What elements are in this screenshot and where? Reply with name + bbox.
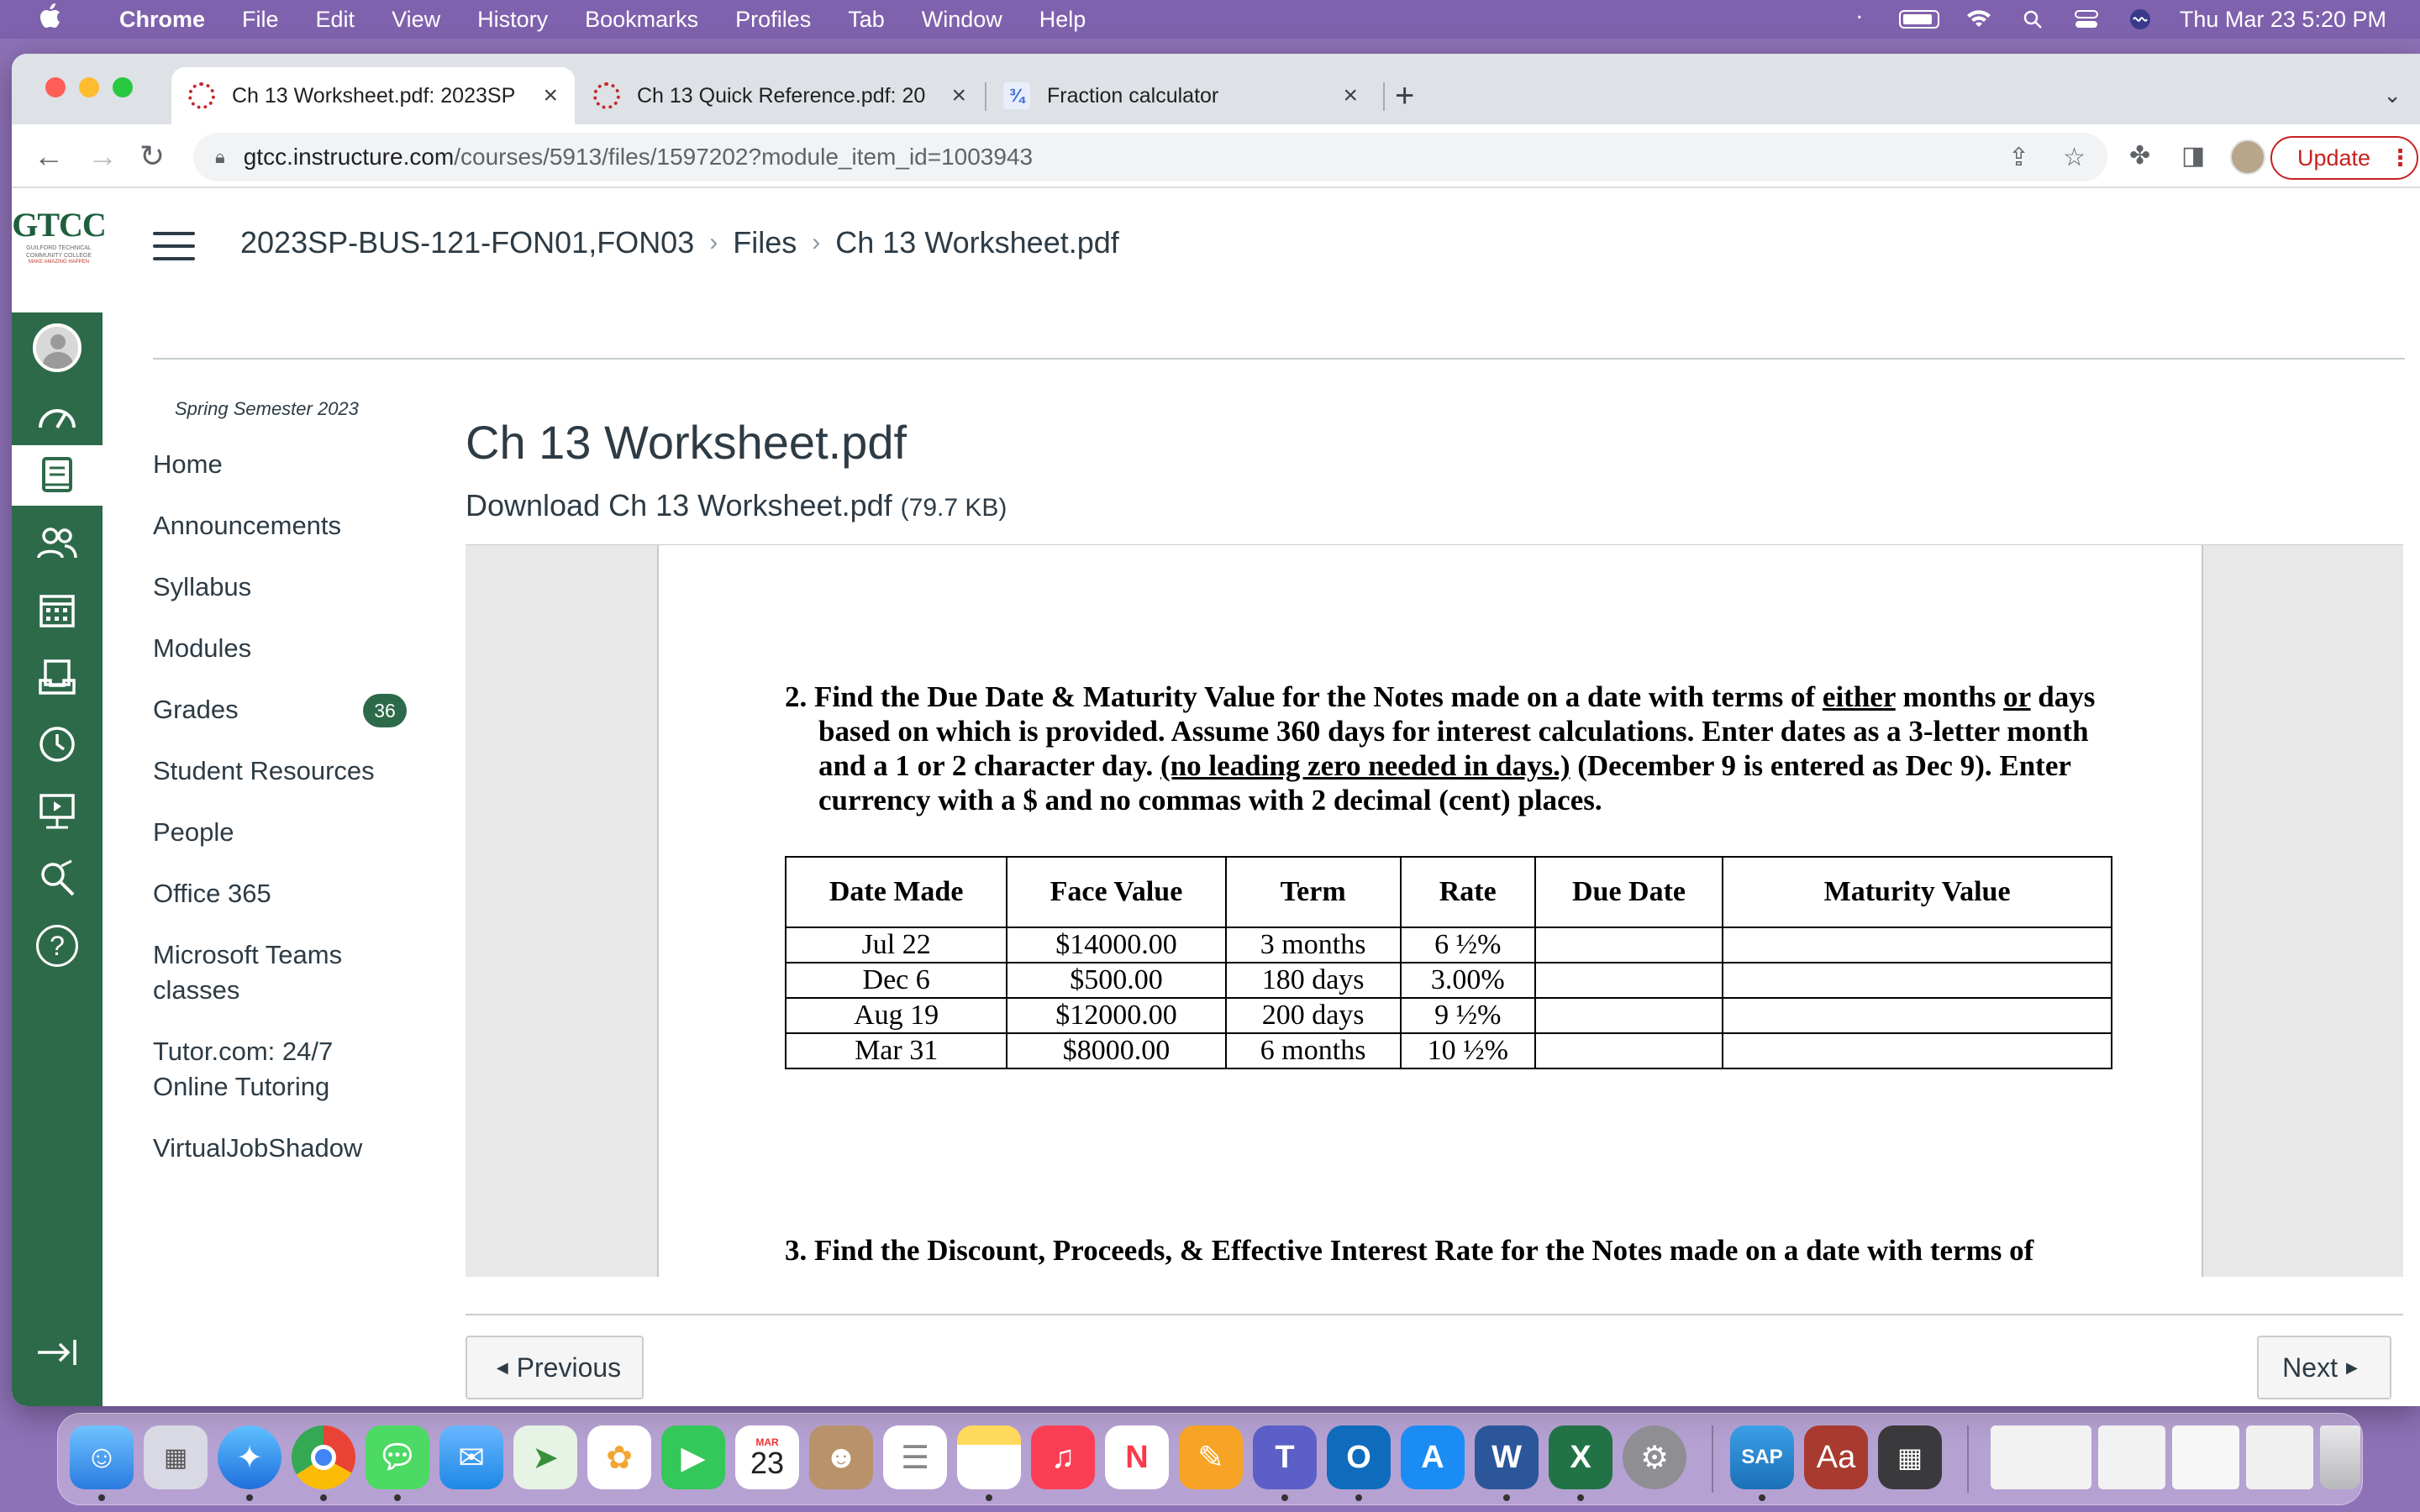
battery-icon[interactable] xyxy=(1899,10,1939,29)
running-indicator xyxy=(1355,1494,1362,1501)
table-header-row xyxy=(786,857,2112,927)
profile-avatar[interactable] xyxy=(2230,139,2265,175)
course-nav-grades[interactable] xyxy=(153,692,422,727)
header-date-made: Date Made xyxy=(786,857,1007,927)
cell-rate: 6 ½% xyxy=(1401,927,1535,963)
course-nav-people[interactable] xyxy=(153,815,422,850)
course-nav-label[interactable]: People xyxy=(153,817,234,847)
global-navigation xyxy=(12,312,103,1406)
trash-icon[interactable] xyxy=(2320,1425,2360,1489)
minimized-window-thumbnail[interactable] xyxy=(1991,1425,2091,1489)
studio-video-icon xyxy=(38,792,76,831)
breadcrumb-files[interactable]: Files xyxy=(733,225,797,260)
fraction-calculator-favicon-icon: ¾ xyxy=(1003,82,1030,109)
breadcrumb-chevron-icon: › xyxy=(812,228,821,256)
mail-icon[interactable]: ✉ xyxy=(439,1425,503,1489)
minimized-window-thumbnail[interactable] xyxy=(2172,1425,2239,1489)
forward-arrow-icon[interactable]: → xyxy=(87,139,118,173)
question-3-text: 3. Find the Discount, Proceeds, & Effective Interest Rate for the Notes made on a date with terms of xyxy=(785,1234,2034,1267)
help-question-icon: ? xyxy=(36,925,78,967)
tab-strip xyxy=(12,54,2420,124)
menu-profiles[interactable]: Profiles xyxy=(735,6,812,32)
url-path: /courses/5913/files/1597202?module_item_id=1003943 xyxy=(454,144,1034,170)
pdf-viewer[interactable] xyxy=(466,544,2403,1277)
groups-people-icon xyxy=(36,526,78,559)
footer-divider xyxy=(466,1314,2403,1315)
inbox-icon xyxy=(38,659,76,696)
extensions-puzzle-icon[interactable]: ✤ xyxy=(2129,142,2151,170)
cell-maturity-value xyxy=(1723,1033,2112,1068)
q2-no-leading-zero: (no leading zero needed in days.) xyxy=(1160,749,1570,782)
global-nav-groups[interactable] xyxy=(12,512,103,573)
course-navigation xyxy=(153,398,422,1192)
pdf-page xyxy=(657,545,2203,1277)
cell-date-made: Jul 22 xyxy=(786,927,1007,963)
course-nav-label[interactable]: Grades xyxy=(153,695,239,724)
course-nav-label[interactable]: Announcements xyxy=(153,511,342,540)
messages-icon[interactable]: 💬︎ xyxy=(366,1425,429,1489)
running-indicator xyxy=(394,1494,401,1501)
course-nav-label[interactable]: Student Resources xyxy=(153,756,375,785)
apple-menu-icon[interactable] xyxy=(25,3,76,35)
launchpad-icon[interactable]: ▦ xyxy=(144,1425,208,1489)
system-preferences-icon[interactable]: ⚙ xyxy=(1623,1425,1686,1489)
next-label: Next xyxy=(2282,1352,2338,1383)
calendar-day: 23 xyxy=(750,1446,785,1480)
calendar-app-icon[interactable] xyxy=(735,1425,799,1489)
term-label: Spring Semester 2023 xyxy=(175,398,359,419)
pages-icon[interactable]: ✎ xyxy=(1179,1425,1243,1489)
dock-separator xyxy=(1967,1425,1969,1493)
course-nav-label[interactable]: Office 365 xyxy=(153,879,271,908)
menu-file[interactable]: File xyxy=(242,6,279,32)
download-link[interactable] xyxy=(466,488,2407,523)
table-row xyxy=(786,927,2112,963)
minimize-window-button[interactable] xyxy=(79,77,99,97)
cell-maturity-value xyxy=(1723,963,2112,998)
header-rate: Rate xyxy=(1401,857,1535,927)
q2-lead: Find the Due Date & Maturity Value for the Notes made on a date with terms of xyxy=(814,680,1823,713)
running-indicator xyxy=(320,1494,327,1501)
cell-date-made: Dec 6 xyxy=(786,963,1007,998)
commons-search-icon xyxy=(36,858,78,900)
caret-right-icon: ▶ xyxy=(2345,1358,2358,1376)
cell-due-date xyxy=(1535,963,1723,998)
cell-due-date xyxy=(1535,1033,1723,1068)
safari-icon[interactable]: ✦ xyxy=(218,1425,281,1489)
lock-icon[interactable]: 🔒︎ xyxy=(215,146,225,167)
menu-help[interactable]: Help xyxy=(1039,6,1086,32)
contacts-icon[interactable]: ☻ xyxy=(809,1425,873,1489)
breadcrumb-current-file: Ch 13 Worksheet.pdf xyxy=(835,225,1119,260)
news-icon[interactable]: N xyxy=(1105,1425,1169,1489)
menu-app-chrome[interactable]: Chrome xyxy=(119,6,206,32)
siri-icon[interactable] xyxy=(2126,8,2154,30)
cell-term: 6 months xyxy=(1226,1033,1401,1068)
header-term: Term xyxy=(1226,857,1401,927)
control-center-icon[interactable] xyxy=(2072,8,2101,30)
chrome-icon[interactable] xyxy=(292,1425,355,1489)
bluetooth-icon[interactable]: ᛫ xyxy=(1853,8,1866,30)
running-indicator xyxy=(1503,1494,1510,1501)
table-row xyxy=(786,1033,2112,1068)
side-panel-icon[interactable]: ◨ xyxy=(2181,142,2206,170)
dashboard-gauge-icon xyxy=(36,398,78,432)
running-indicator xyxy=(986,1494,992,1501)
menu-view[interactable]: View xyxy=(392,6,441,32)
running-indicator xyxy=(1281,1494,1288,1501)
photos-icon[interactable]: ✿ xyxy=(587,1425,651,1489)
collapse-nav-arrow-icon xyxy=(36,1338,78,1367)
chrome-window xyxy=(12,54,2420,1406)
menu-window[interactable]: Window xyxy=(921,6,1002,32)
course-nav-label[interactable]: Modules xyxy=(153,633,252,663)
macos-dock xyxy=(57,1413,2363,1505)
excel-icon[interactable]: X xyxy=(1549,1425,1612,1489)
minimized-window-thumbnail[interactable] xyxy=(2098,1425,2165,1489)
running-indicator xyxy=(1577,1494,1584,1501)
header-due-date: Due Date xyxy=(1535,857,1723,927)
cell-face-value: $500.00 xyxy=(1007,963,1225,998)
calendar-month: MAR xyxy=(755,1436,779,1448)
course-nav-label[interactable]: VirtualJobShadow xyxy=(153,1133,363,1163)
course-nav-home[interactable] xyxy=(153,447,422,482)
global-nav-dashboard[interactable] xyxy=(12,385,103,445)
cell-term: 200 days xyxy=(1226,998,1401,1033)
cell-rate: 3.00% xyxy=(1401,963,1535,998)
previous-label: Previous xyxy=(516,1352,622,1383)
global-nav-studio[interactable] xyxy=(12,781,103,842)
page-title: Ch 13 Worksheet.pdf xyxy=(466,416,908,469)
reload-icon[interactable]: ↻ xyxy=(139,139,166,173)
cell-date-made: Mar 31 xyxy=(786,1033,1007,1068)
global-nav-history[interactable] xyxy=(12,714,103,774)
close-window-button[interactable] xyxy=(45,77,66,97)
spotlight-search-icon[interactable] xyxy=(2018,8,2047,30)
course-nav-syllabus[interactable] xyxy=(153,570,422,605)
music-icon[interactable]: ♫ xyxy=(1031,1425,1095,1489)
reminders-icon[interactable]: ☰ xyxy=(883,1425,947,1489)
tab-title: Ch 13 Worksheet.pdf: 2023SP xyxy=(232,83,516,108)
global-nav-collapse[interactable] xyxy=(12,1322,103,1383)
global-nav-courses[interactable] xyxy=(12,445,103,506)
canvas-favicon-icon xyxy=(593,82,620,109)
cell-rate: 10 ½% xyxy=(1401,1033,1535,1068)
back-arrow-icon[interactable]: ← xyxy=(34,139,64,173)
grades-count-badge: 36 xyxy=(363,694,407,727)
running-indicator xyxy=(98,1494,105,1501)
gtcc-logo[interactable] xyxy=(12,205,106,281)
update-label: Update xyxy=(2297,144,2371,171)
new-tab-button[interactable]: + xyxy=(1395,77,1415,114)
q2-or: or xyxy=(2003,680,2031,713)
cell-term: 3 months xyxy=(1226,927,1401,963)
calendar-icon xyxy=(39,591,76,628)
bookmark-star-icon[interactable]: ☆ xyxy=(2063,143,2086,171)
breadcrumb-course[interactable]: 2023SP-BUS-121-FON01,FON03 xyxy=(240,225,695,260)
cell-due-date xyxy=(1535,927,1723,963)
cell-maturity-value xyxy=(1723,927,2112,963)
minimized-window-thumbnail[interactable] xyxy=(2246,1425,2313,1489)
cell-due-date xyxy=(1535,998,1723,1033)
dock-separator xyxy=(1712,1425,1713,1493)
course-nav-label[interactable]: Home xyxy=(153,449,223,479)
course-nav-tutor-com[interactable] xyxy=(153,1034,363,1105)
table-row xyxy=(786,998,2112,1033)
header-maturity-value: Maturity Value xyxy=(1723,857,2112,927)
tab-title: Fraction calculator xyxy=(1047,83,1219,108)
header-face-value: Face Value xyxy=(1007,857,1225,927)
global-nav-help[interactable] xyxy=(12,916,103,976)
running-indicator xyxy=(246,1494,253,1501)
course-nav-virtualjobshadow[interactable] xyxy=(153,1131,422,1166)
question-2-text xyxy=(785,680,2112,817)
previous-button[interactable] xyxy=(466,1336,644,1399)
course-nav-announcements[interactable] xyxy=(153,508,422,543)
url-host: gtcc.instructure.com xyxy=(243,144,455,170)
maps-icon[interactable]: ➤ xyxy=(513,1425,577,1489)
cell-face-value: $12000.00 xyxy=(1007,998,1225,1033)
menu-edit[interactable]: Edit xyxy=(315,6,355,32)
menu-tab[interactable]: Tab xyxy=(848,6,885,32)
breadcrumb xyxy=(240,225,1119,260)
tab-separator xyxy=(1383,82,1385,111)
facetime-icon[interactable]: ▶ xyxy=(661,1425,725,1489)
download-label[interactable]: Download Ch 13 Worksheet.pdf xyxy=(466,488,892,522)
caret-left-icon: ◀ xyxy=(496,1358,508,1376)
logo-subtitle: GUILFORD TECHNICAL COMMUNITY COLLEGE xyxy=(25,245,92,259)
course-nav-microsoft-teams[interactable] xyxy=(153,937,363,1008)
finder-icon[interactable]: ☺ xyxy=(70,1425,134,1489)
course-menu-hamburger-icon[interactable] xyxy=(153,232,195,270)
tab-search-chevron-icon[interactable]: ⌄ xyxy=(2383,82,2402,108)
tab-title: Ch 13 Quick Reference.pdf: 20 xyxy=(637,83,926,108)
courses-book-icon xyxy=(40,456,74,495)
cell-face-value: $14000.00 xyxy=(1007,927,1225,963)
table-row xyxy=(786,963,2112,998)
cell-maturity-value xyxy=(1723,998,2112,1033)
fullscreen-window-button[interactable] xyxy=(113,77,133,97)
app-store-icon[interactable]: A xyxy=(1401,1425,1465,1489)
course-nav-student-resources[interactable] xyxy=(153,753,422,789)
macos-menu-bar xyxy=(0,0,2420,39)
worksheet-table xyxy=(785,856,2112,1069)
file-content xyxy=(466,415,2407,523)
q2-tail: (December 9 is entered as Dec 9). Enter currency with a $ and no commas with 2 decimal (cent) places. xyxy=(818,749,2071,816)
running-indicator xyxy=(1759,1494,1765,1501)
share-icon[interactable]: ⇪ xyxy=(2007,143,2030,171)
close-tab-icon[interactable]: × xyxy=(1343,81,1358,109)
close-tab-icon[interactable]: × xyxy=(543,81,558,109)
cell-face-value: $8000.00 xyxy=(1007,1033,1225,1068)
more-menu-icon[interactable]: ⋮ xyxy=(2389,144,2412,171)
course-nav-office-365[interactable] xyxy=(153,876,422,911)
word-icon[interactable]: W xyxy=(1475,1425,1539,1489)
logo-wordmark: GTCC xyxy=(12,206,106,244)
canvas-favicon-icon xyxy=(188,82,215,109)
calculator-icon[interactable]: ▦ xyxy=(1878,1425,1942,1489)
menu-bookmarks[interactable]: Bookmarks xyxy=(585,6,699,32)
global-nav-commons[interactable] xyxy=(12,848,103,909)
tab-fraction-calculator[interactable] xyxy=(986,67,1375,124)
course-nav-modules[interactable] xyxy=(153,631,422,666)
update-button[interactable] xyxy=(2270,136,2418,180)
q2-either: either xyxy=(1822,680,1896,713)
q2-months: months xyxy=(1895,680,2004,713)
canvas-page xyxy=(12,188,2420,1406)
address-bar[interactable] xyxy=(193,133,2107,181)
q2-mid: days based on which is provided. Assume 360 days for interest calculations. Enter dates as a 3-letter month and a 1 or 2 character day. xyxy=(818,680,2096,782)
logo-tagline: MAKE AMAZING HAPPEN xyxy=(28,260,89,265)
tab-ch13-worksheet[interactable] xyxy=(171,67,575,124)
outlook-icon[interactable]: O xyxy=(1327,1425,1391,1489)
teams-icon[interactable]: T xyxy=(1253,1425,1317,1489)
close-tab-icon[interactable]: × xyxy=(951,81,966,109)
course-nav-label[interactable]: Microsoft Teams classes xyxy=(153,940,343,1005)
question-number: 2. xyxy=(785,680,808,713)
history-clock-icon xyxy=(38,725,76,764)
dictionary-icon[interactable]: Aa xyxy=(1804,1425,1868,1489)
account-avatar-icon xyxy=(33,323,82,372)
browser-toolbar xyxy=(12,124,2420,188)
cell-rate: 9 ½% xyxy=(1401,998,1535,1033)
tab-ch13-quick-reference[interactable] xyxy=(576,67,983,124)
cell-term: 180 days xyxy=(1226,963,1401,998)
file-size: (79.7 KB) xyxy=(900,494,1007,522)
global-nav-account[interactable] xyxy=(12,318,103,378)
course-nav-label[interactable]: Syllabus xyxy=(153,572,252,601)
global-nav-calendar[interactable] xyxy=(12,580,103,640)
global-nav-inbox[interactable] xyxy=(12,647,103,707)
notes-icon[interactable] xyxy=(957,1425,1021,1489)
menubar-clock[interactable]: Thu Mar 23 5:20 PM xyxy=(2179,6,2386,32)
wifi-icon[interactable] xyxy=(1965,8,1993,30)
sap-icon[interactable]: SAP xyxy=(1730,1425,1794,1489)
course-nav-label[interactable]: Tutor.com: 24/7 Online Tutoring xyxy=(153,1037,334,1101)
header-divider xyxy=(153,358,2405,360)
breadcrumb-chevron-icon: › xyxy=(709,228,718,256)
next-button[interactable] xyxy=(2257,1336,2391,1399)
menu-history[interactable]: History xyxy=(477,6,549,32)
cell-date-made: Aug 19 xyxy=(786,998,1007,1033)
